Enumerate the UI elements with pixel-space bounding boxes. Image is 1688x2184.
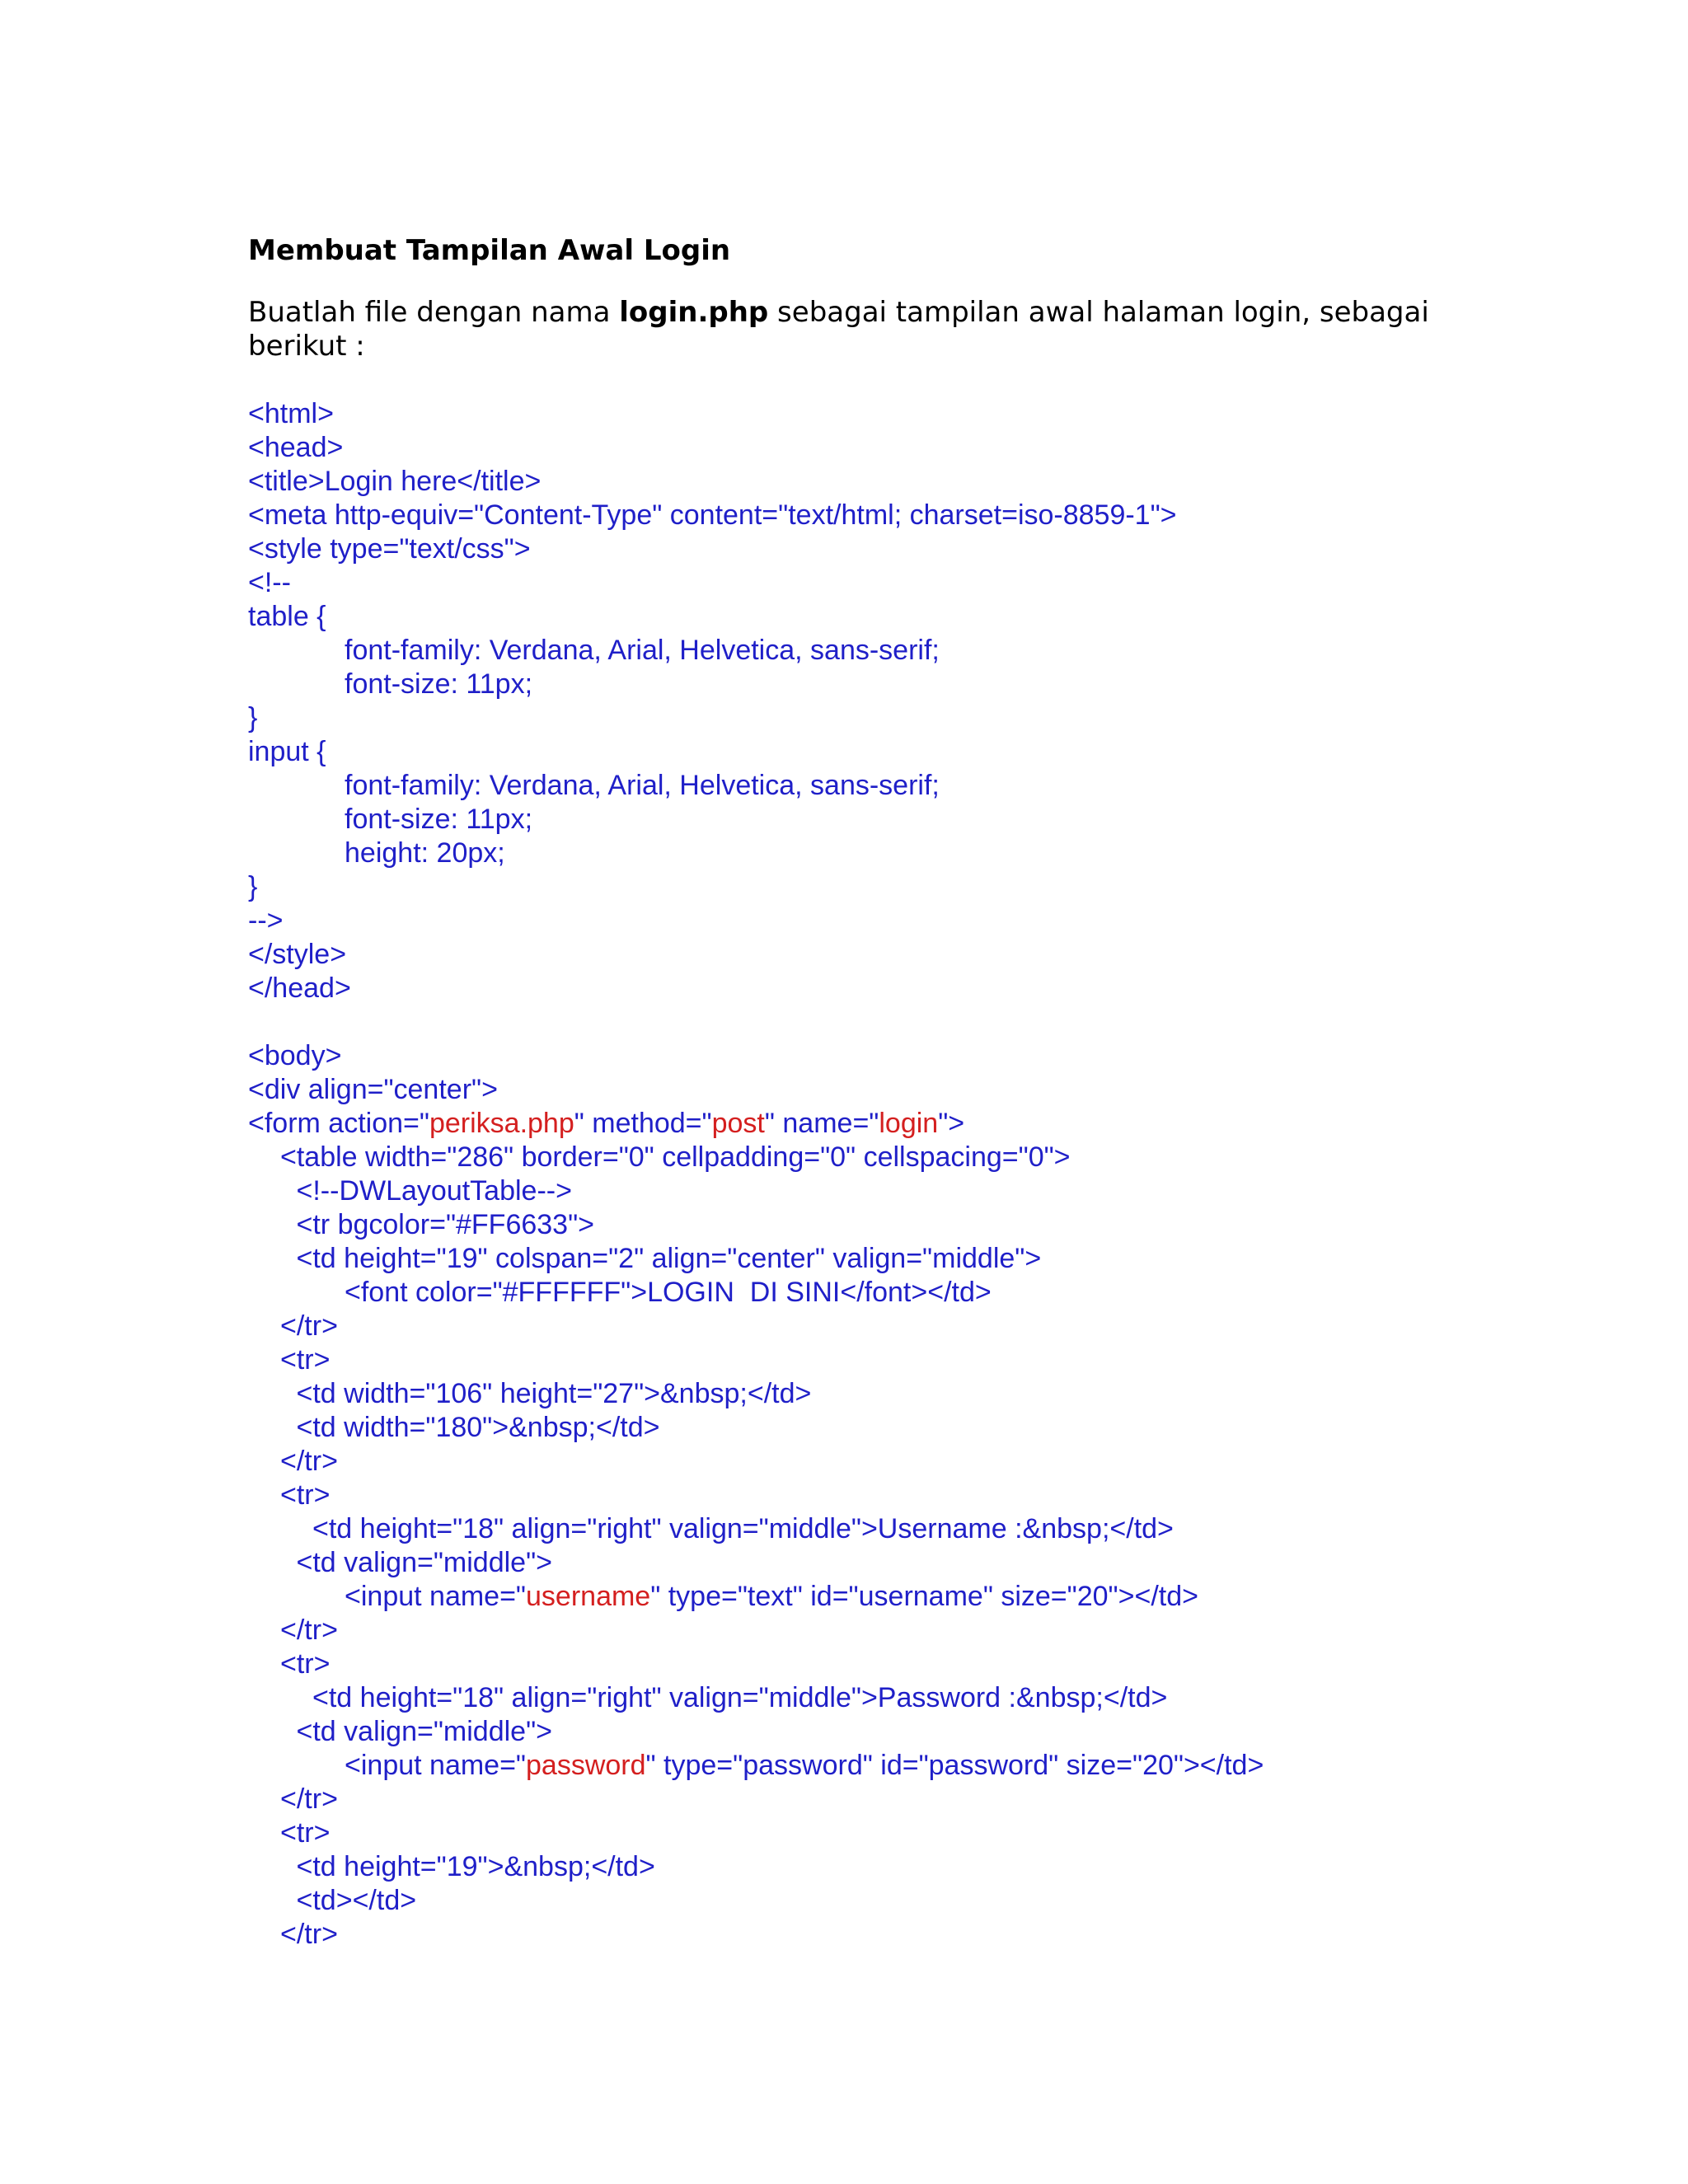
code-line bbox=[248, 701, 1484, 735]
code-line bbox=[248, 600, 1484, 634]
code-text: <tr> bbox=[280, 1344, 331, 1376]
code-text: <td height="19">&nbsp;</td> bbox=[296, 1851, 655, 1882]
code-text: font-size: 11px; bbox=[345, 668, 533, 700]
code-line bbox=[248, 397, 1484, 431]
code-line bbox=[248, 668, 1484, 701]
code-line bbox=[248, 1039, 1484, 1073]
code-line bbox=[248, 431, 1484, 465]
code-line bbox=[248, 904, 1484, 938]
code-line bbox=[248, 1715, 1484, 1749]
code-text: <head> bbox=[248, 432, 344, 463]
code-line bbox=[248, 803, 1484, 837]
code-text: <input name=" bbox=[345, 1750, 527, 1781]
code-line bbox=[248, 465, 1484, 499]
code-text: </style> bbox=[248, 939, 347, 970]
code-text: <td valign="middle"> bbox=[296, 1716, 552, 1747]
code-highlight: username bbox=[526, 1581, 651, 1612]
code-text: " method=" bbox=[574, 1108, 712, 1139]
code-text: <body> bbox=[248, 1040, 342, 1071]
code-line bbox=[248, 1208, 1484, 1242]
code-text: <td width="106" height="27">&nbsp;</td> bbox=[296, 1378, 812, 1409]
code-text: <tr> bbox=[280, 1817, 331, 1849]
code-text: </tr> bbox=[280, 1310, 338, 1342]
code-blank-line bbox=[248, 1005, 1484, 1039]
code-line bbox=[248, 1614, 1484, 1647]
code-text: <input name=" bbox=[345, 1581, 527, 1612]
code-text: <title>Login here</title> bbox=[248, 466, 542, 497]
code-line bbox=[248, 1377, 1484, 1411]
code-text: <form action=" bbox=[248, 1108, 429, 1139]
code-text: "> bbox=[938, 1108, 965, 1139]
code-text: height: 20px; bbox=[345, 837, 505, 869]
code-text: <meta http-equiv="Content-Type" content="text/html; charset=iso-8859-1"> bbox=[248, 499, 1177, 531]
code-text: <html> bbox=[248, 398, 334, 429]
code-text: " type="password" id="password" size="20"></td> bbox=[645, 1750, 1264, 1781]
code-line bbox=[248, 1107, 1484, 1141]
intro-text-rest: sebagai tampilan awal halaman login, sebagai berikut : bbox=[248, 296, 1429, 363]
code-line bbox=[248, 769, 1484, 803]
code-line bbox=[248, 1310, 1484, 1343]
code-text: <td width="180">&nbsp;</td> bbox=[296, 1412, 660, 1443]
code-text: <tr bgcolor="#FF6633"> bbox=[296, 1209, 595, 1240]
code-line bbox=[248, 1546, 1484, 1580]
code-line bbox=[248, 1242, 1484, 1276]
code-text: <td height="18" align="right" valign="middle">Username :&nbsp;</td> bbox=[312, 1513, 1174, 1544]
code-line bbox=[248, 1445, 1484, 1479]
document-page bbox=[248, 227, 1484, 1952]
code-line bbox=[248, 1647, 1484, 1681]
code-text: <td></td> bbox=[296, 1885, 417, 1916]
code-line bbox=[248, 634, 1484, 668]
code-line bbox=[248, 1479, 1484, 1512]
code-text: </tr> bbox=[280, 1783, 338, 1815]
code-text: font-family: Verdana, Arial, Helvetica, sans-serif; bbox=[345, 770, 940, 801]
code-text: --> bbox=[248, 905, 284, 936]
code-highlight: login bbox=[879, 1108, 939, 1139]
code-text: } bbox=[248, 702, 258, 733]
code-line bbox=[248, 1816, 1484, 1850]
code-highlight: periksa.php bbox=[429, 1108, 574, 1139]
code-line bbox=[248, 532, 1484, 566]
code-text: <td height="18" align="right" valign="middle">Password :&nbsp;</td> bbox=[312, 1682, 1168, 1713]
code-text: <td valign="middle"> bbox=[296, 1547, 552, 1578]
code-text: <!-- bbox=[248, 567, 291, 598]
code-text: " type="text" id="username" size="20"></td> bbox=[650, 1581, 1198, 1612]
code-line bbox=[248, 735, 1484, 769]
code-text: font-family: Verdana, Arial, Helvetica, sans-serif; bbox=[345, 635, 940, 666]
code-text: </tr> bbox=[280, 1446, 338, 1477]
code-line bbox=[248, 1141, 1484, 1174]
code-text: <td height="19" colspan="2" align="center" valign="middle"> bbox=[296, 1243, 1042, 1274]
code-highlight: password bbox=[526, 1750, 646, 1781]
code-text: <font color="#FFFFFF">LOGIN DI SINI</font></td> bbox=[345, 1277, 992, 1308]
code-line bbox=[248, 1073, 1484, 1107]
code-text: <table width="286" border="0" cellpadding="0" cellspacing="0"> bbox=[280, 1141, 1071, 1173]
code-text: <tr> bbox=[280, 1479, 331, 1511]
code-line bbox=[248, 938, 1484, 972]
code-line bbox=[248, 1174, 1484, 1208]
code-listing bbox=[248, 397, 1484, 1952]
code-text: } bbox=[248, 871, 258, 902]
intro-paragraph bbox=[248, 296, 1443, 363]
code-text: table { bbox=[248, 601, 326, 632]
code-text: font-size: 11px; bbox=[345, 804, 533, 835]
code-text: <div align="center"> bbox=[248, 1074, 498, 1105]
code-text: <!--DWLayoutTable--> bbox=[296, 1175, 572, 1207]
code-line bbox=[248, 1918, 1484, 1952]
code-line bbox=[248, 1749, 1484, 1783]
code-line bbox=[248, 1276, 1484, 1310]
code-text: " name=" bbox=[764, 1108, 879, 1139]
code-line bbox=[248, 1411, 1484, 1445]
intro-filename: login.php bbox=[619, 296, 769, 329]
code-line bbox=[248, 499, 1484, 532]
code-line bbox=[248, 1884, 1484, 1918]
document-heading: Membuat Tampilan Awal Login bbox=[248, 234, 731, 267]
code-line bbox=[248, 1681, 1484, 1715]
code-line bbox=[248, 1580, 1484, 1614]
code-line bbox=[248, 1512, 1484, 1546]
code-text: <style type="text/css"> bbox=[248, 533, 531, 565]
code-text: <tr> bbox=[280, 1648, 331, 1680]
code-text: </tr> bbox=[280, 1919, 338, 1950]
code-text: </tr> bbox=[280, 1615, 338, 1646]
code-line bbox=[248, 1850, 1484, 1884]
code-highlight: post bbox=[711, 1108, 765, 1139]
code-line bbox=[248, 566, 1484, 600]
code-line bbox=[248, 837, 1484, 870]
intro-text: Buatlah file dengan nama bbox=[248, 296, 620, 329]
code-line bbox=[248, 972, 1484, 1005]
code-line bbox=[248, 1783, 1484, 1816]
code-text: input { bbox=[248, 736, 326, 767]
code-line bbox=[248, 870, 1484, 904]
code-line bbox=[248, 1343, 1484, 1377]
code-text: </head> bbox=[248, 972, 351, 1004]
